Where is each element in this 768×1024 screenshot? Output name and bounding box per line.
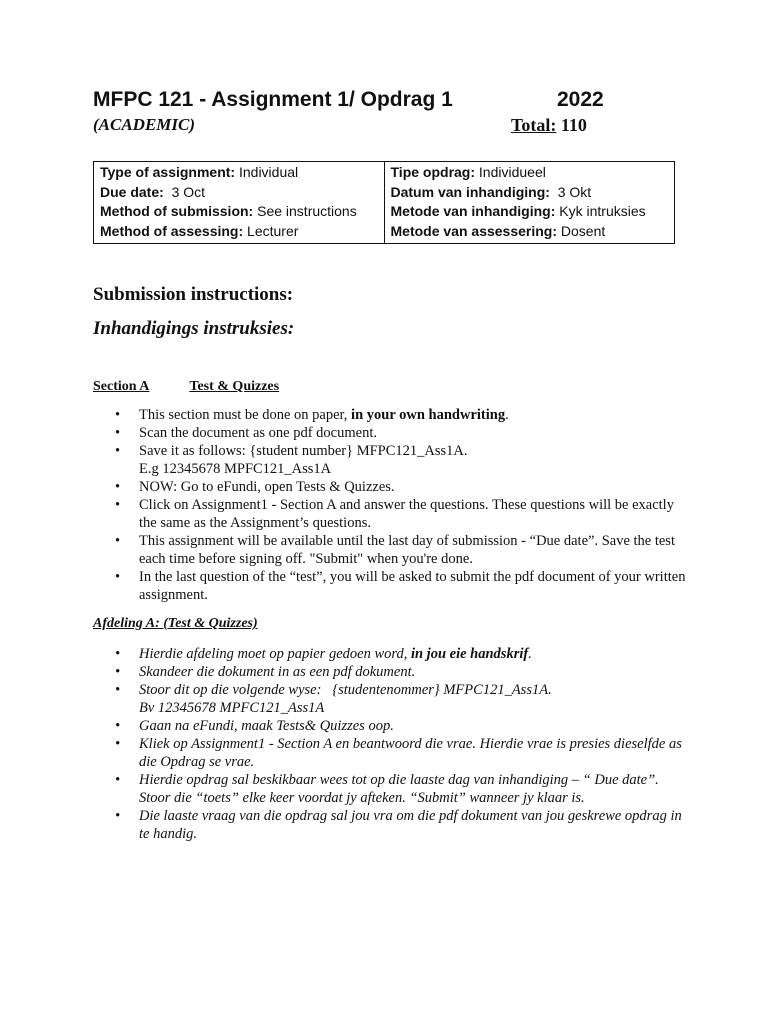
info-cell-english bbox=[94, 162, 385, 244]
bullet-icon: • bbox=[115, 718, 121, 734]
bullet-icon: • bbox=[115, 569, 121, 585]
list-item: • Save it as follows: {student number} MFPC121_Ass1A. E.g 12345678 MPFC121_Ass1A bbox=[115, 443, 468, 477]
info-label: Type of assignment: bbox=[100, 164, 236, 180]
info-label: Due date: bbox=[100, 183, 164, 200]
info-cell-afrikaans bbox=[384, 162, 675, 244]
total-value: 110 bbox=[556, 115, 587, 135]
list-item: • Skandeer die dokument in as een pdf dokument. bbox=[115, 664, 416, 680]
list-item: • This assignment will be available until the last day of submission - “Due date”. Save the test each time before signing off. "Submit" when you're done. bbox=[115, 533, 675, 567]
list-item: • Click on Assignment1 - Section A and answer the questions. These questions will be exactly the same as the Assignment’s questions. bbox=[115, 497, 674, 531]
list-item: • Scan the document as one pdf document. bbox=[115, 425, 377, 441]
info-label: Tipe opdrag: bbox=[390, 164, 476, 180]
section-a-label: Section A bbox=[93, 379, 150, 394]
info-label: Metode van assessering: bbox=[390, 222, 558, 239]
info-line bbox=[391, 163, 669, 183]
list-item: • In the last question of the “test”, you will be asked to submit the pdf document of your written assignment. bbox=[115, 569, 686, 603]
list-item: • Hierdie afdeling moet op papier gedoen word, in jou eie handskrif. bbox=[115, 646, 532, 662]
subtitle-row bbox=[93, 115, 613, 139]
info-line bbox=[391, 222, 669, 242]
assignment-info-table bbox=[93, 161, 675, 244]
info-value: Individual bbox=[235, 164, 299, 180]
bullet-icon: • bbox=[115, 646, 121, 662]
bullet-icon: • bbox=[115, 682, 121, 698]
bullet-icon: • bbox=[115, 736, 121, 752]
academic-label: (ACADEMIC) bbox=[93, 115, 196, 134]
list-item: • This section must be done on paper, in your own handwriting. bbox=[115, 407, 509, 423]
bullet-icon: • bbox=[115, 425, 121, 441]
total-label: Total: bbox=[511, 115, 557, 135]
info-label: Method of submission: bbox=[100, 203, 254, 219]
inhandigings-instruksies-heading: Inhandigings instruksies: bbox=[93, 318, 295, 339]
list-item: • NOW: Go to eFundi, open Tests & Quizzes. bbox=[115, 479, 395, 495]
bullet-icon: • bbox=[115, 479, 121, 495]
info-value: Kyk intruksies bbox=[555, 203, 646, 219]
bullet-icon: • bbox=[115, 533, 121, 549]
afdeling-a-heading: Afdeling A: (Test & Quizzes) bbox=[93, 616, 258, 631]
info-line bbox=[100, 202, 378, 222]
section-a-title: Test & Quizzes bbox=[189, 379, 280, 394]
bullet-icon: • bbox=[115, 772, 121, 788]
info-value: Lecturer bbox=[243, 222, 299, 239]
list-item: • Die laaste vraag van die opdrag sal jou vra om die pdf dokument van jou geskrewe opdrag in te handig. bbox=[115, 808, 682, 842]
info-line bbox=[100, 183, 378, 203]
afdeling-a-list bbox=[93, 645, 693, 843]
info-line bbox=[100, 163, 378, 183]
section-a-list bbox=[93, 406, 693, 604]
list-item: • Gaan na eFundi, maak Tests& Quizzes oop. bbox=[115, 718, 394, 734]
bullet-icon: • bbox=[115, 443, 121, 459]
bullet-icon: • bbox=[115, 497, 121, 513]
document-year: 2022 bbox=[557, 88, 604, 111]
list-item: • Hierdie opdrag sal beskikbaar wees tot op die laaste dag van inhandiging – “ Due date”. Stoor die “toets” elke keer voordat jy afteken. “Submit” wanneer jy klaar is. bbox=[115, 772, 659, 806]
info-value: 3 Okt bbox=[549, 183, 592, 200]
info-label: Datum van inhandiging: bbox=[390, 183, 550, 200]
info-value: Dosent bbox=[557, 222, 606, 239]
info-label: Metode van inhandiging: bbox=[390, 203, 556, 219]
title-row bbox=[93, 88, 613, 118]
bullet-icon: • bbox=[115, 808, 121, 824]
info-line bbox=[391, 202, 669, 222]
list-item: • Kliek op Assignment1 - Section A en beantwoord die vrae. Hierdie vrae is presies dieselfde as die Opdrag se vrae. bbox=[115, 736, 682, 770]
info-value: See instructions bbox=[253, 203, 357, 219]
section-a-heading bbox=[93, 379, 279, 395]
document-title: MFPC 121 - Assignment 1/ Opdrag 1 bbox=[93, 88, 453, 111]
info-table-row bbox=[94, 162, 675, 244]
info-line bbox=[100, 222, 378, 242]
info-value: Individueel bbox=[475, 164, 546, 180]
info-value: 3 Oct bbox=[163, 183, 206, 200]
total-marks bbox=[511, 115, 587, 136]
submission-instructions-heading: Submission instructions: bbox=[93, 284, 294, 305]
info-line bbox=[391, 183, 669, 203]
list-item: • Stoor dit op die volgende wyse: {studentenommer} MFPC121_Ass1A. Bv 12345678 MPFC121_Ass1A bbox=[115, 682, 552, 716]
bullet-icon: • bbox=[115, 407, 121, 423]
bullet-icon: • bbox=[115, 664, 121, 680]
info-label: Method of assessing: bbox=[100, 222, 244, 239]
